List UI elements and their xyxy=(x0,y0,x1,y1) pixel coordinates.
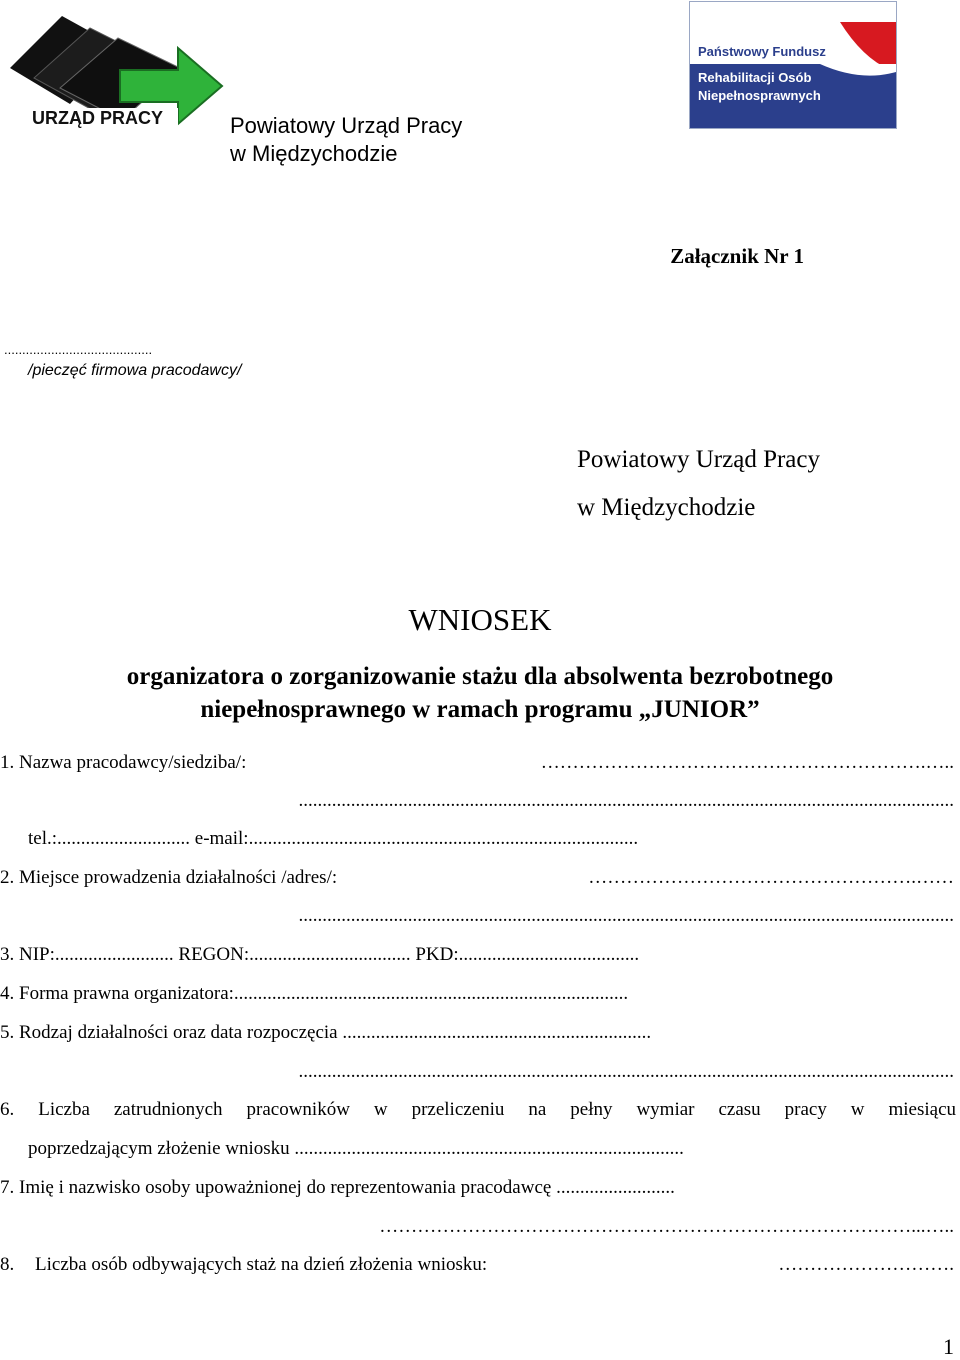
field-business-type-cont[interactable]: .......................................................................................................................................... xyxy=(298,1061,954,1082)
addressee-block xyxy=(577,436,820,532)
page-number: 1 xyxy=(943,1334,954,1359)
pfron-logo-graphic xyxy=(690,2,896,128)
field-legal-form[interactable]: 4. Forma prawna organizatora:................................................................................... xyxy=(0,983,629,1004)
field-employer-name-label: 1. Nazwa pracodawcy/siedziba/: xyxy=(0,752,247,773)
field-intern-count-dots: ………………………. xyxy=(778,1254,954,1275)
pfron-logo-line2: Rehabilitacji Osób xyxy=(698,70,812,85)
field-employee-count[interactable]: poprzedzającym złożenie wniosku .................................................................................. xyxy=(28,1138,684,1159)
field-representative[interactable]: 7. Imię i nazwisko osoby upoważnionej do reprezentowania pracodawcę ......................... xyxy=(0,1177,675,1198)
field-nip-regon-pkd[interactable]: 3. NIP:......................... REGON:.................................. PKD:...................................... xyxy=(0,944,640,965)
urzad-pracy-logo xyxy=(0,8,228,136)
urzad-pracy-logo-text: URZĄD PRACY xyxy=(32,108,164,128)
addressee-line2: w Międzychodzie xyxy=(577,494,756,521)
field-employer-name[interactable] xyxy=(0,752,954,774)
office-name-line1: Powiatowy Urząd Pracy xyxy=(230,113,463,138)
office-name-header xyxy=(230,112,462,168)
stamp-label: /pieczęć firmowa pracodawcy/ xyxy=(28,362,242,379)
field-business-address-label: 2. Miejsce prowadzenia działalności /adres/: xyxy=(0,867,338,888)
field-intern-count[interactable] xyxy=(0,1254,954,1276)
field-tel-email[interactable]: tel.:............................ e-mail:.................................................................................. xyxy=(28,828,639,849)
document-title: WNIOSEK xyxy=(408,602,552,637)
pfron-logo-line1: Państwowy Fundusz xyxy=(698,44,826,59)
field-employee-count-line1: 6. Liczba zatrudnionych pracowników w przeliczeniu na pełny wymiar czasu pracy w miesiącu xyxy=(0,1099,956,1120)
pfron-logo xyxy=(690,2,896,128)
pfron-logo-line3: Niepełnosprawnych xyxy=(698,88,821,103)
subtitle-line2: niepełnosprawnego w ramach programu „JUNIOR” xyxy=(200,696,760,723)
field-business-address[interactable] xyxy=(0,867,954,889)
field-business-type[interactable]: 5. Rodzaj działalności oraz data rozpoczęcia ................................................................. xyxy=(0,1022,652,1043)
office-name-line2: w Międzychodzie xyxy=(230,141,398,166)
field-employer-name-cont[interactable]: .......................................................................................................................................... xyxy=(298,790,954,811)
stamp-dots: ......................................... xyxy=(4,342,153,357)
field-intern-count-num: 8. xyxy=(0,1254,15,1275)
field-business-address-dots: …………………………………………….…… xyxy=(588,867,954,888)
field-business-address-cont[interactable]: .......................................................................................................................................... xyxy=(298,905,954,926)
document-subtitle xyxy=(0,660,960,726)
subtitle-line1: organizatora o zorganizowanie stażu dla absolwenta bezrobotnego xyxy=(126,663,834,690)
addressee-line1: Powiatowy Urząd Pracy xyxy=(577,446,820,473)
field-employer-name-dots: …………………………………………………….….. xyxy=(540,752,954,773)
field-intern-count-label: Liczba osób odbywających staż na dzień złożenia wniosku: xyxy=(35,1254,488,1275)
annex-label: Załącznik Nr 1 xyxy=(670,244,804,268)
field-representative-cont[interactable]: …………………………………………………………………………...….. xyxy=(379,1216,954,1237)
